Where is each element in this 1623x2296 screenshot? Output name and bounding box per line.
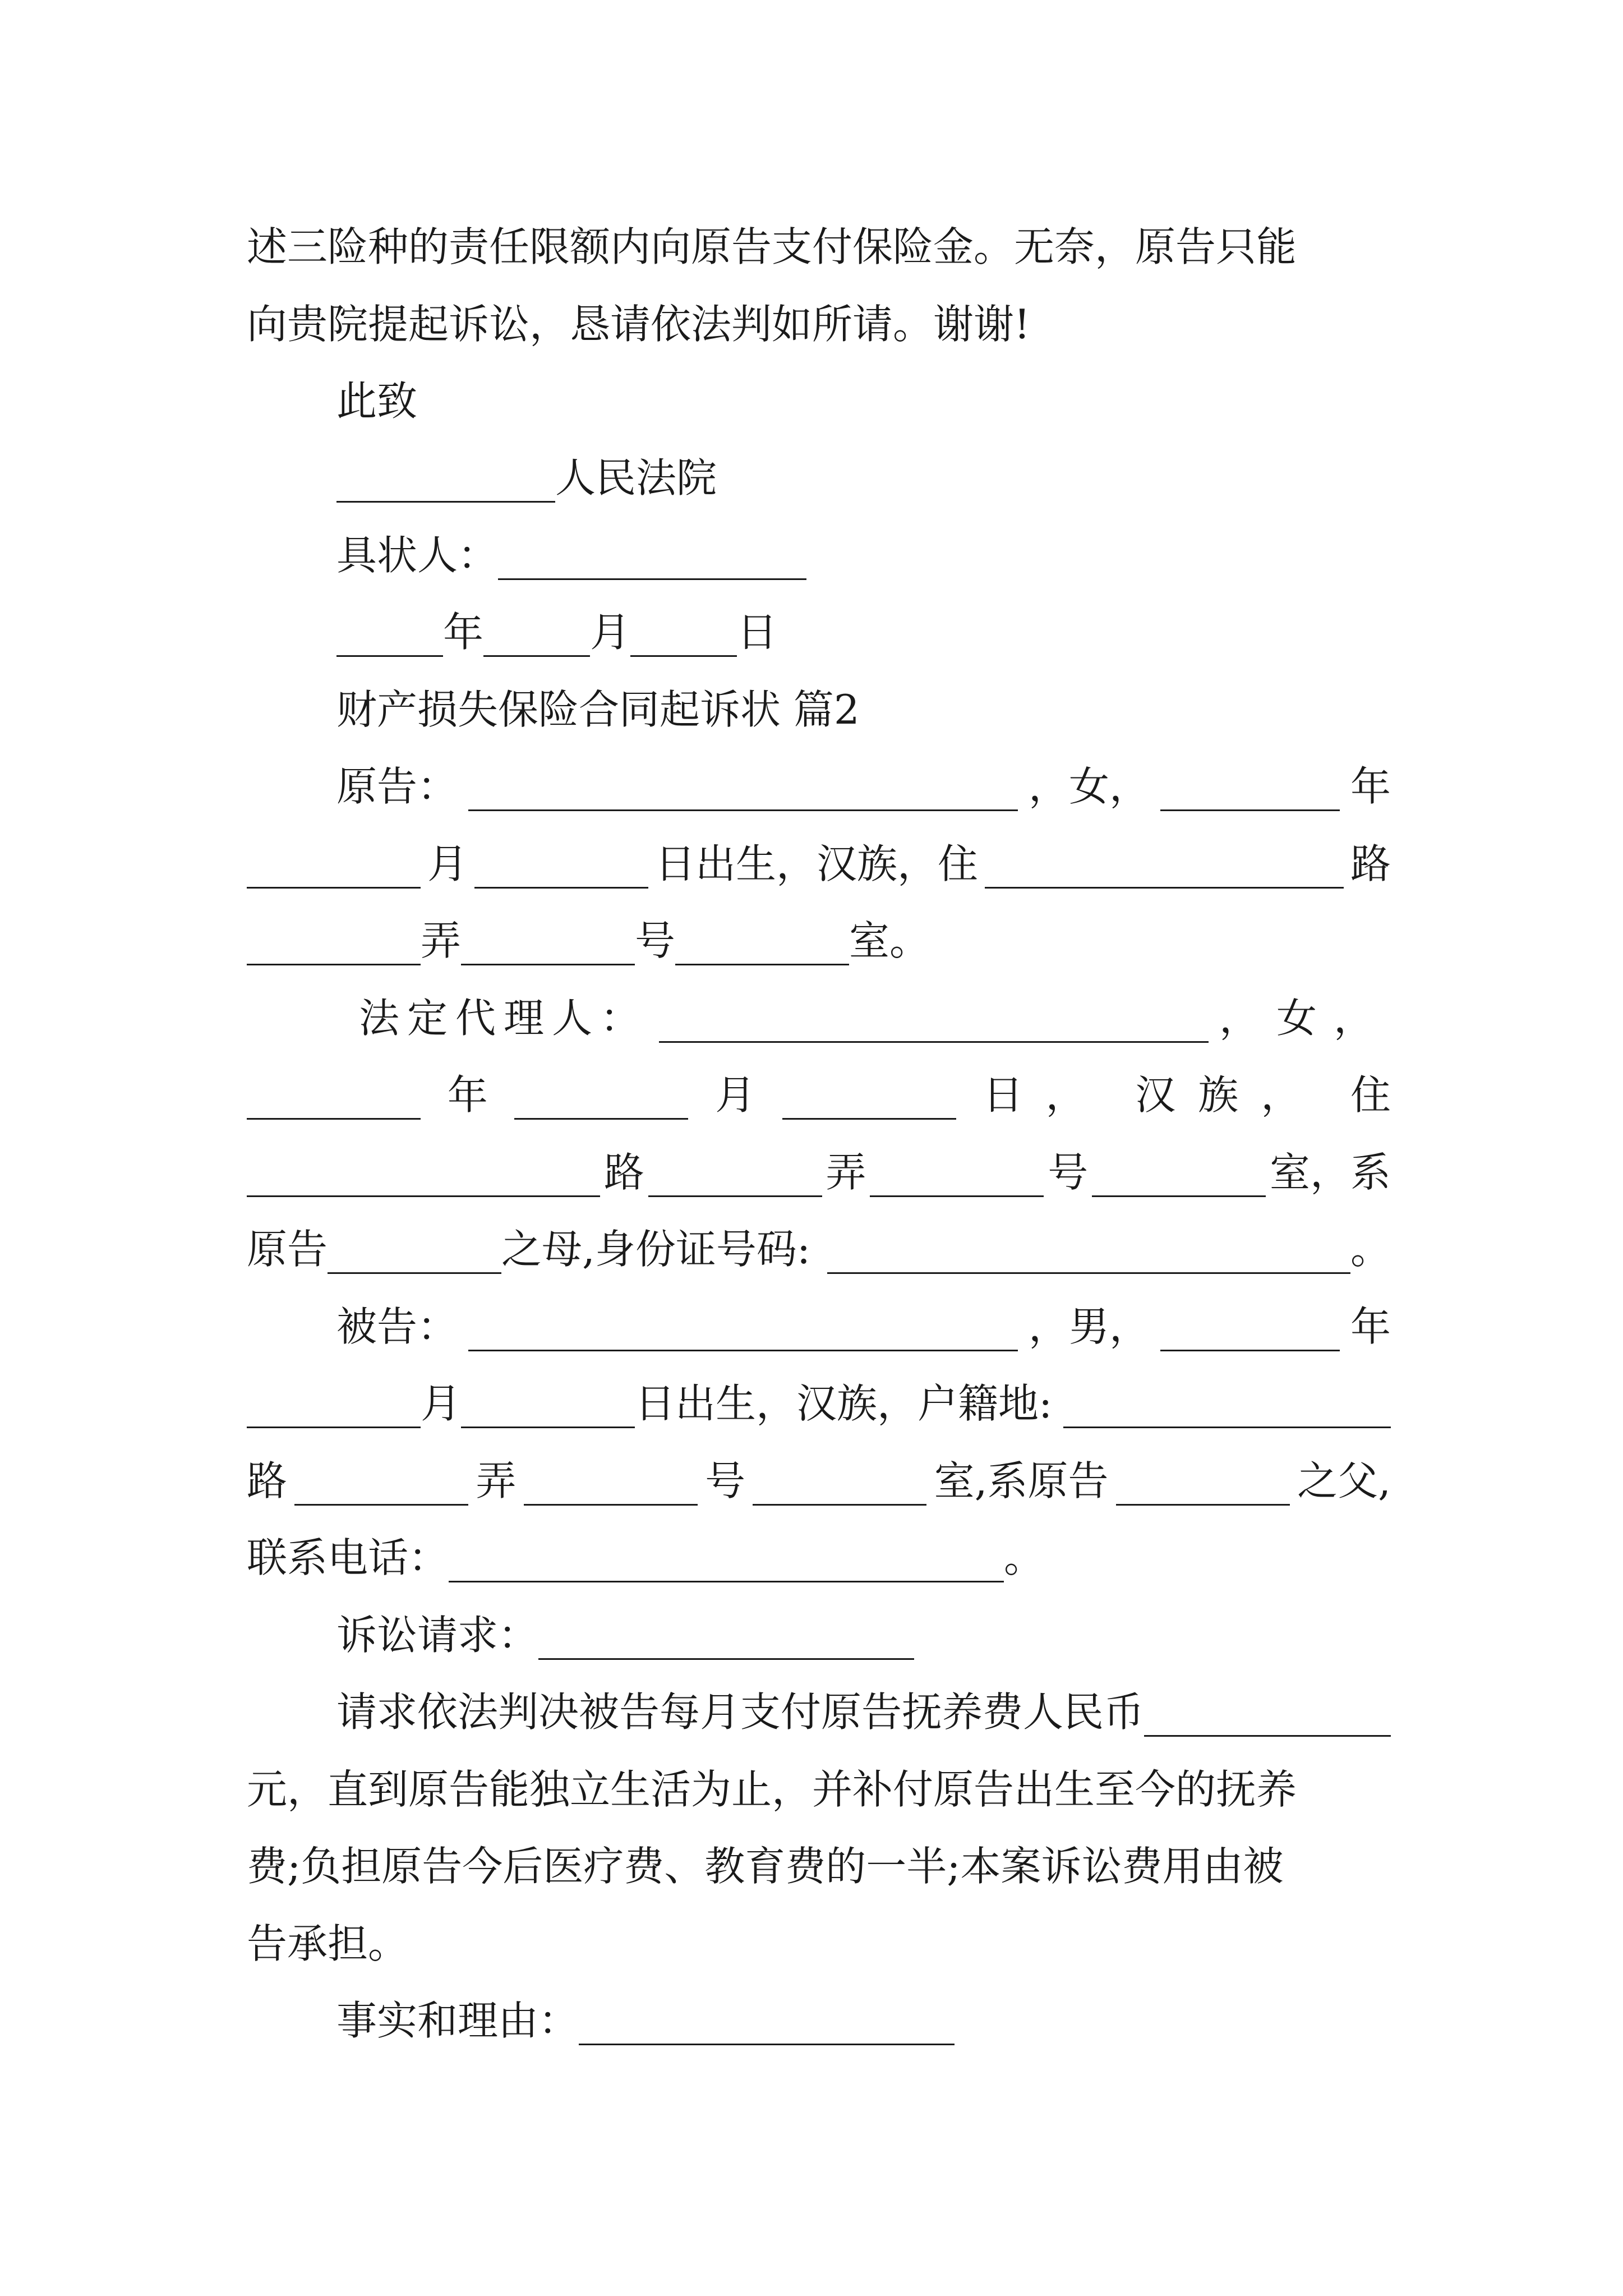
blank-field: [449, 1533, 1004, 1582]
agent-line: [247, 1061, 1391, 1129]
blank-field: [538, 1611, 914, 1660]
text: ，女，: [1028, 763, 1150, 810]
blank-field: [483, 608, 590, 657]
text: 财产损失保险合同起诉状 篇2: [336, 686, 860, 733]
paragraph-line: [247, 291, 1391, 358]
text: 弄: [826, 1149, 866, 1196]
text: 弄: [421, 917, 462, 964]
text: 。: [1350, 1226, 1391, 1273]
text: 年: [1350, 763, 1391, 810]
blank-field: [524, 1456, 698, 1506]
plaintiff-line: [247, 830, 1391, 898]
defendant-line: [247, 1447, 1391, 1515]
paragraph-line: [247, 213, 1391, 280]
agent-line: [359, 984, 1391, 1052]
text: ，女，: [1219, 995, 1391, 1042]
text: 原告：: [336, 763, 458, 810]
blank-field: [461, 916, 635, 965]
blank-field: [1160, 1302, 1340, 1351]
blank-field: [498, 531, 806, 580]
text: 此致: [336, 378, 418, 425]
agent-line: [247, 1139, 1391, 1206]
text: 人民法院: [555, 454, 717, 501]
blank-field: [247, 916, 421, 965]
plaintiff-line: [336, 753, 1391, 820]
blank-field: [1063, 1379, 1391, 1428]
text: 路: [1350, 840, 1391, 887]
text: 室。: [849, 917, 930, 964]
text: 日出生，汉族，住: [654, 840, 978, 887]
text: 之父,: [1297, 1457, 1391, 1504]
blank-field: [985, 839, 1344, 889]
claims-line: [247, 1756, 1391, 1823]
text: 请求依法判决被告每月支付原告抚养费人民币: [336, 1688, 1145, 1736]
text: 述三险种的责任限额内向原告支付保险金。无奈，原告只能: [247, 223, 1297, 270]
blank-field: [648, 1148, 822, 1197]
text: 号: [1048, 1149, 1089, 1196]
blank-field: [474, 839, 648, 889]
agent-line: [247, 1216, 1391, 1283]
text: 号: [635, 917, 676, 964]
text: 。: [1004, 1534, 1045, 1581]
blank-field: [247, 1070, 421, 1120]
claims-line: [247, 1910, 1391, 1977]
blank-field: [247, 1379, 421, 1428]
blank-field: [1144, 1687, 1391, 1737]
text: 年: [1350, 1303, 1391, 1350]
blank-field: [753, 1456, 926, 1506]
text: 被告：: [336, 1303, 458, 1350]
text: 日，: [983, 1071, 1109, 1119]
blank-field: [870, 1148, 1044, 1197]
blank-field: [827, 1225, 1350, 1274]
blank-field: [659, 993, 1209, 1043]
text: 室,系原告: [934, 1457, 1109, 1504]
defendant-line: [247, 1524, 1391, 1591]
text: 路: [603, 1149, 644, 1196]
text: 告承担。: [247, 1920, 409, 1967]
text: 元，直到原告能独立生活为止，并补付原告出生至今的抚养: [247, 1766, 1297, 1813]
text: ，男，: [1028, 1303, 1150, 1350]
blank-field: [247, 839, 421, 889]
text: 日: [737, 609, 778, 656]
blank-field: [1160, 762, 1340, 811]
text: 年: [443, 609, 484, 656]
text: 法定代理人：: [359, 995, 649, 1042]
blank-field: [328, 1225, 501, 1274]
text: 弄: [476, 1457, 517, 1504]
blank-field: [336, 608, 443, 657]
text: 住: [1350, 1071, 1391, 1119]
text: 路: [247, 1457, 288, 1504]
blank-field: [247, 1148, 600, 1197]
section-heading: [336, 676, 1391, 743]
defendant-line: [336, 1293, 1391, 1360]
salutation: [336, 367, 1391, 435]
text: 向贵院提起诉讼，恳请依法判如所请。谢谢!: [247, 301, 1030, 348]
text: 原告: [247, 1226, 328, 1273]
blank-field: [1092, 1148, 1266, 1197]
date-line: [336, 599, 1391, 666]
text: 月: [421, 1380, 462, 1427]
text: 事实和理由：: [336, 1997, 579, 2044]
signer-line: [336, 522, 1391, 589]
blank-field: [579, 1996, 955, 2045]
text: 月: [427, 840, 468, 887]
blank-field: [468, 1302, 1018, 1351]
blank-field: [336, 453, 555, 503]
blank-field: [630, 608, 737, 657]
text: 月: [715, 1071, 756, 1119]
claims-line: [247, 1833, 1391, 1900]
defendant-line: [247, 1370, 1391, 1437]
text: 号: [705, 1457, 746, 1504]
court-line: [336, 444, 1391, 512]
blank-field: [514, 1070, 688, 1120]
blank-field: [675, 916, 849, 965]
blank-field: [782, 1070, 956, 1120]
blank-field: [294, 1456, 468, 1506]
text: 年: [447, 1071, 488, 1119]
text: 费;负担原告今后医疗费、教育费的一半;本案诉讼费用由被: [247, 1843, 1284, 1890]
plaintiff-line: [247, 907, 1391, 974]
blank-field: [461, 1379, 635, 1428]
text: 日出生，汉族，户籍地:: [635, 1380, 1053, 1427]
claims-line: [336, 1678, 1391, 1746]
text: 具状人：: [336, 532, 499, 579]
text: 汉族，: [1135, 1071, 1324, 1119]
blank-field: [1116, 1456, 1290, 1506]
claims-label-line: [336, 1602, 1391, 1669]
text: 联系电话：: [247, 1534, 449, 1581]
text: 室，系: [1269, 1149, 1391, 1196]
text: 诉讼请求：: [336, 1612, 539, 1659]
text: 月: [590, 609, 631, 656]
facts-label-line: [336, 1987, 1391, 2054]
text: 之母,身份证号码:: [501, 1226, 811, 1273]
blank-field: [468, 762, 1018, 811]
